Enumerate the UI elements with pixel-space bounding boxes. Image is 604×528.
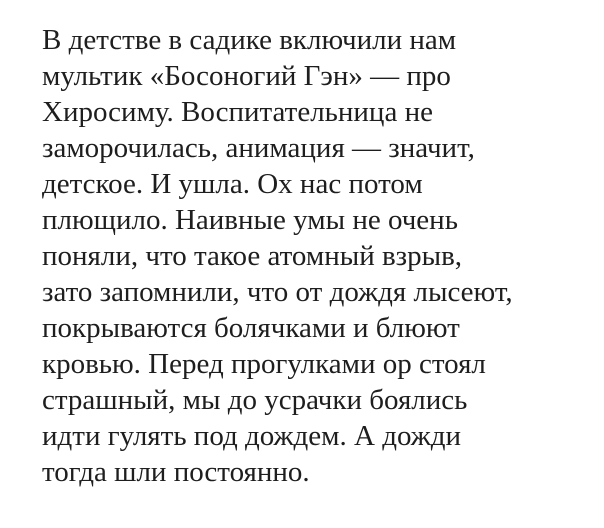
story-line: кровью. Перед прогулками ор стоял [42,348,486,380]
story-line: плющило. Наивные умы не очень [42,204,458,236]
story-text [42,22,582,490]
story-line: зато запомнили, что от дождя лысеют, [42,276,513,308]
story-line: В детстве в садике включили нам [42,24,457,56]
story-line: мультик «Босоногий Гэн» — про [42,60,451,92]
story-line: покрываются болячками и блюют [42,312,460,344]
story-line: Хиросиму. Воспитательница не [42,96,433,128]
story-line: тогда шли постоянно. [42,456,310,488]
story-line: заморочилась, анимация — значит, [42,132,475,164]
story-line: поняли, что такое атомный взрыв, [42,240,463,272]
story-line: детское. И ушла. Ох нас потом [42,168,423,200]
story-line: идти гулять под дождем. А дожди [42,420,462,452]
story-line: страшный, мы до усрачки боялись [42,384,468,416]
